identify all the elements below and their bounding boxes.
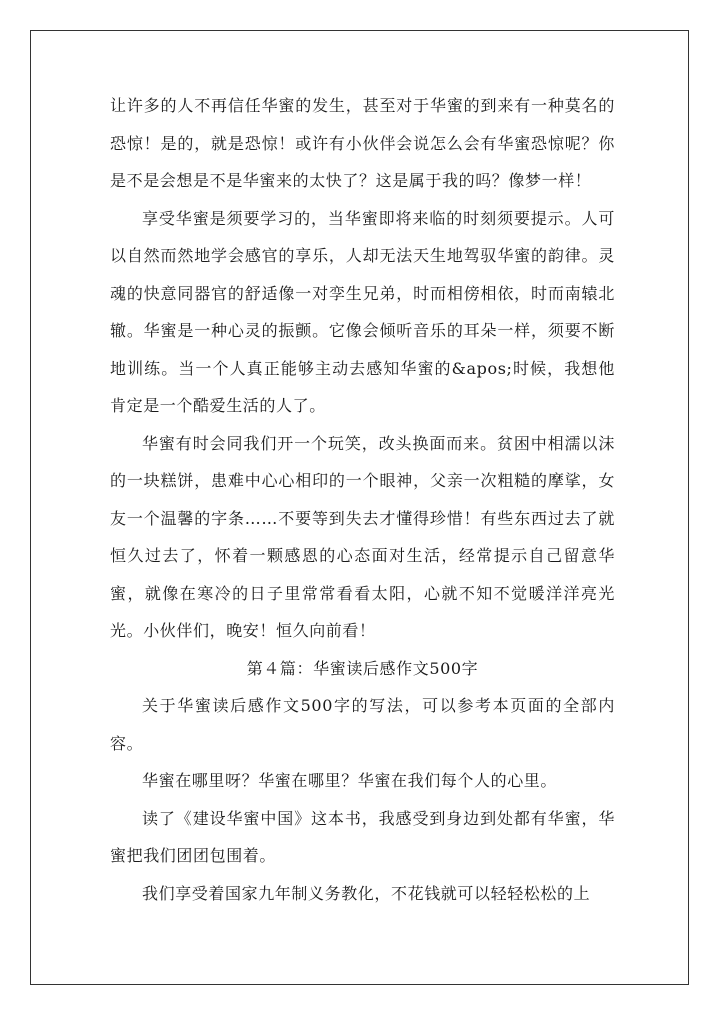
paragraph-6: 读了《建设华蜜中国》这本书，我感受到身边到处都有华蜜，华蜜把我们团团包围着。 (110, 808, 615, 865)
document-body (110, 87, 615, 912)
paragraph-1: 让许多的人不再信任华蜜的发生，甚至对于华蜜的到来有一种莫名的恐惊！是的，就是恐惊！或许有小伙伴会说怎么会有华蜜恐惊呢？你是不是会想是不是华蜜来的太快了？这是属于我的吗？像梦一样！ (110, 96, 615, 190)
paragraph-4: 关于华蜜读后感作文500字的写法，可以参考本页面的全部内容。 (110, 696, 615, 753)
paragraph-3: 华蜜有时会同我们开一个玩笑，改头换面而来。贫困中相濡以沫的一块糕饼，患难中心心相印的一个眼神，父亲一次粗糙的摩挲，女友一个温馨的字条……不要等到失去才懂得珍惜！有些东西过去了就恒久过去了，怀着一颗感恩的心态面对生活，经常提示自己留意华蜜，就像在寒冷的日子里常常看看太阳，心就不知不觉暖洋洋亮光光。小伙伴们，晚安！恒久向前看！ (110, 433, 615, 640)
section-heading: 第４篇：华蜜读后感作文500字 (246, 658, 479, 678)
paragraph-5: 华蜜在哪里呀？华蜜在哪里？华蜜在我们每个人的心里。 (142, 771, 558, 790)
paragraph-2: 享受华蜜是须要学习的，当华蜜即将来临的时刻须要提示。人可以自然而然地学会感官的享乐，人却无法天生地驾驭华蜜的韵律。灵魂的快意同器官的舒适像一对孪生兄弟，时而相傍相依，时而南辕北辙。华蜜是一种心灵的振颤。它像会倾听音乐的耳朵一样，须要不断地训练。当一个人真正能够主动去感知华蜜的&apos;时候，我想他肯定是一个酷爱生活的人了。 (110, 208, 615, 415)
paragraph-7: 我们享受着国家九年制义务教化，不花钱就可以轻轻松松的上 (142, 883, 591, 903)
